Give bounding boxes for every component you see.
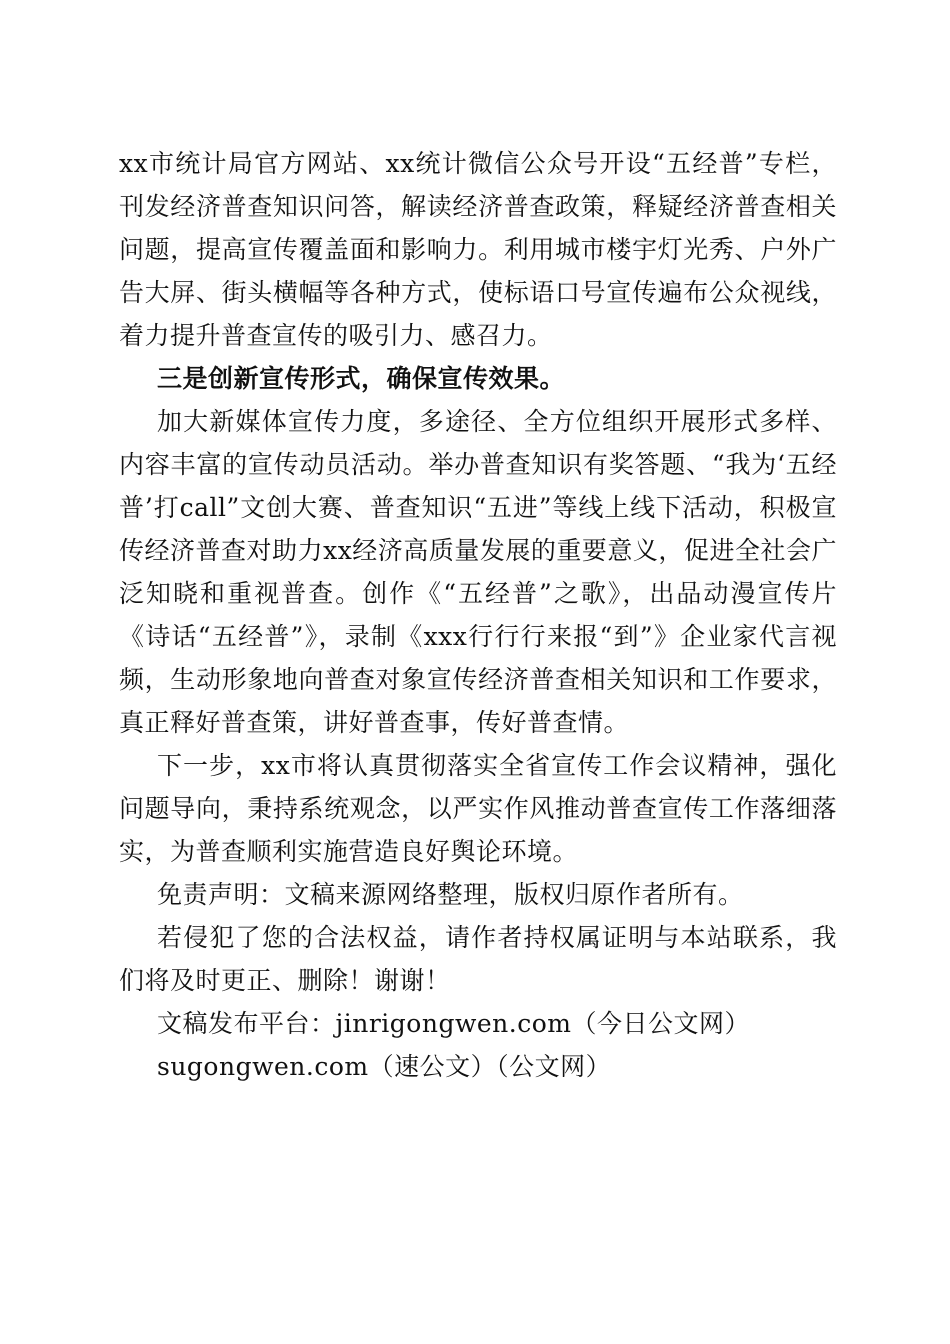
section-heading-innovate-forms: 三是创新宣传形式，确保宣传效果。 — [157, 364, 566, 393]
paragraph-new-media: 加大新媒体宣传力度，多途径、全方位组织开展形式多样、内容丰富的宣传动员活动。举办普查知识有奖答题、“我为‘五经普’打call”文创大赛、普查知识“五进”等线上线下活动，积极宣传经济普查对助力xx经济高质量发展的重要意义，促进全社会广泛知晓和重视普查。创作《“五经普”之歌》，出品动漫宣传片《诗话“五经普”》，录制《xxx行行行来报“到”》企业家代言视频，生动形象地向普查对象宣传经济普查相关知识和工作要求，真正释好普查策，讲好普查事，传好普查情。 — [119, 407, 837, 737]
paragraph-next-step: 下一步，xx市将认真贯彻落实全省宣传工作会议精神，强化问题导向，秉持系统观念，以严实作风推动普查宣传工作落细落实，为普查顺利实施营造良好舆论环境。 — [119, 751, 837, 866]
publish-platform-line: 文稿发布平台：jinrigongwen.com（今日公文网） — [157, 1009, 750, 1038]
disclaimer-line: 免责声明：文稿来源网络整理，版权归原作者所有。 — [157, 880, 744, 909]
document-body — [119, 142, 837, 1088]
infringement-notice: 若侵犯了您的合法权益，请作者持权属证明与本站联系，我们将及时更正、删除！谢谢！ — [119, 923, 837, 995]
paragraph-stats-website: xx市统计局官方网站、xx统计微信公众号开设“五经普”专栏，刊发经济普查知识问答，解读经济普查政策，释疑经济普查相关问题，提高宣传覆盖面和影响力。利用城市楼宇灯光秀、户外广告大屏、街头横幅等各种方式，使标语口号宣传遍布公众视线，着力提升普查宣传的吸引力、感召力。 — [119, 149, 837, 350]
site-names-line: sugongwen.com（速公文）（公文网） — [157, 1052, 612, 1081]
